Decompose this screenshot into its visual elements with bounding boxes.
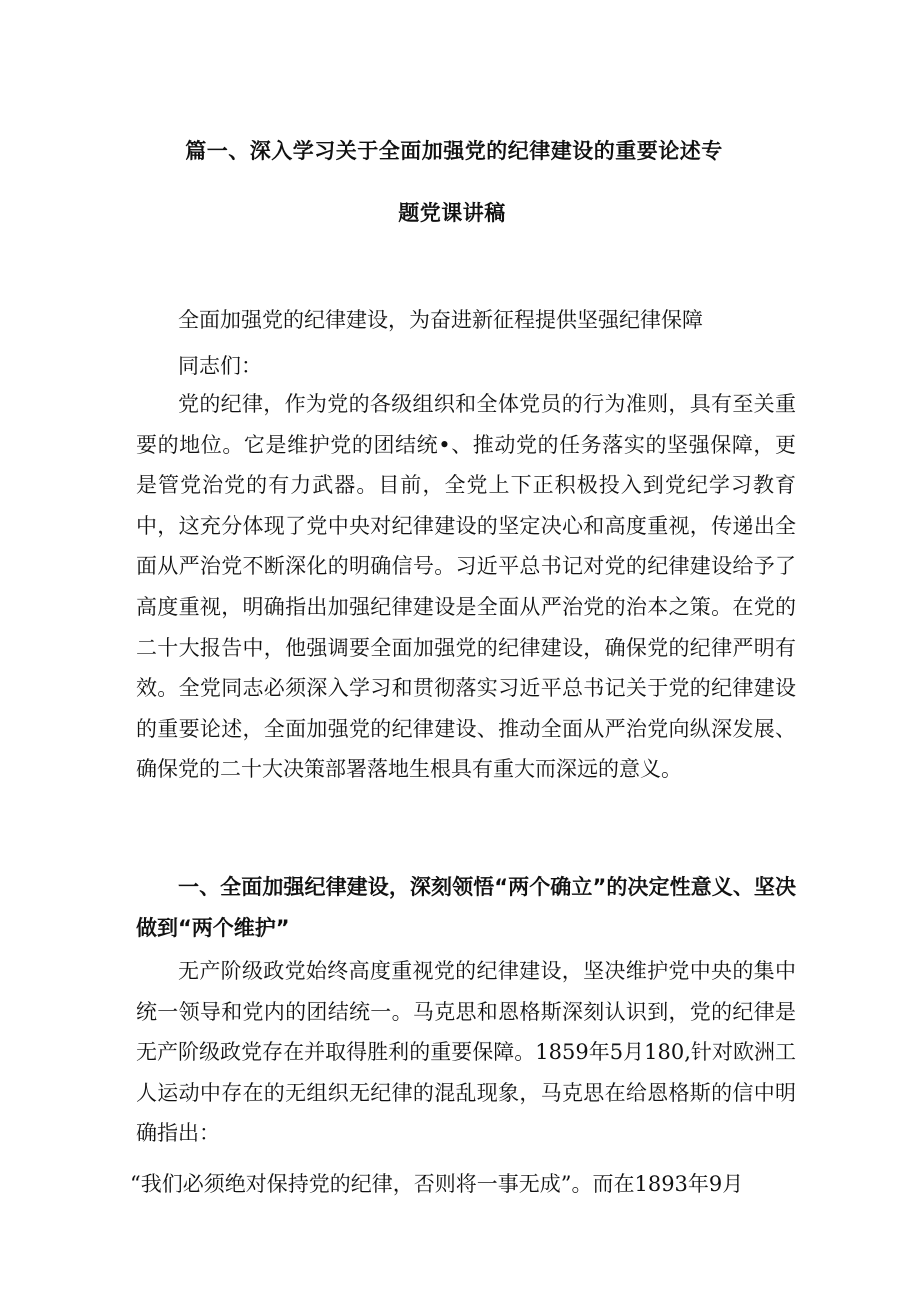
document-title-line-2: 题党课讲稿: [398, 201, 506, 225]
document-title-line-1: 篇一、深入学习关于全面加强党的纪律建设的重要论述专: [185, 139, 723, 163]
paragraph-1: 党的纪律，作为党的各级组织和全体党员的行为准则，具有至关重要的地位。它是维护党的团结统•、推动党的任务落实的坚强保障，更是管党治党的有力武器。目前，全党上下正积极投入到党纪学习教育中，这充分体现了党中央对纪律建设的坚定决心和高度重视，传递出全面从严治党不断深化的明确信号。习近平总书记对党的纪律建设给予了高度重视，明确指出加强纪律建设是全面从严治党的治本之策。在党的二十大报告中，他强调要全面加强党的纪律建设，确保党的纪律严明有效。全党同志必须深入学习和贯彻落实习近平总书记关于党的纪律建设的重要论述，全面加强党的纪律建设、推动全面从严治党向纵深发展、确保党的二十大决策部署落地生根具有重大而深远的意义。: [136, 392, 796, 782]
greeting: 同志们：: [178, 354, 262, 378]
paragraph-2: 无产阶级政党始终高度重视党的纪律建设，坚决维护党中央的集中统一领导和党内的团结统一。马克思和恩格斯深刻认识到，党的纪律是无产阶级政党存在并取得胜利的重要保障。1859年5月180,针对欧洲工人运动中存在的无组织无纪律的混乱现象，马克思在给恩格斯的信中明确指出：: [136, 959, 796, 1146]
paragraph-3: “我们必须绝对保持党的纪律，否则将一事无成”。而在1893年9月: [130, 1172, 744, 1196]
section-heading-1: 一、全面加强纪律建设，深刻领悟“两个确立”的决定性意义、坚决做到“两个维护”: [136, 875, 796, 940]
document-subtitle: 全面加强党的纪律建设，为奋进新征程提供坚强纪律保障: [178, 308, 703, 332]
